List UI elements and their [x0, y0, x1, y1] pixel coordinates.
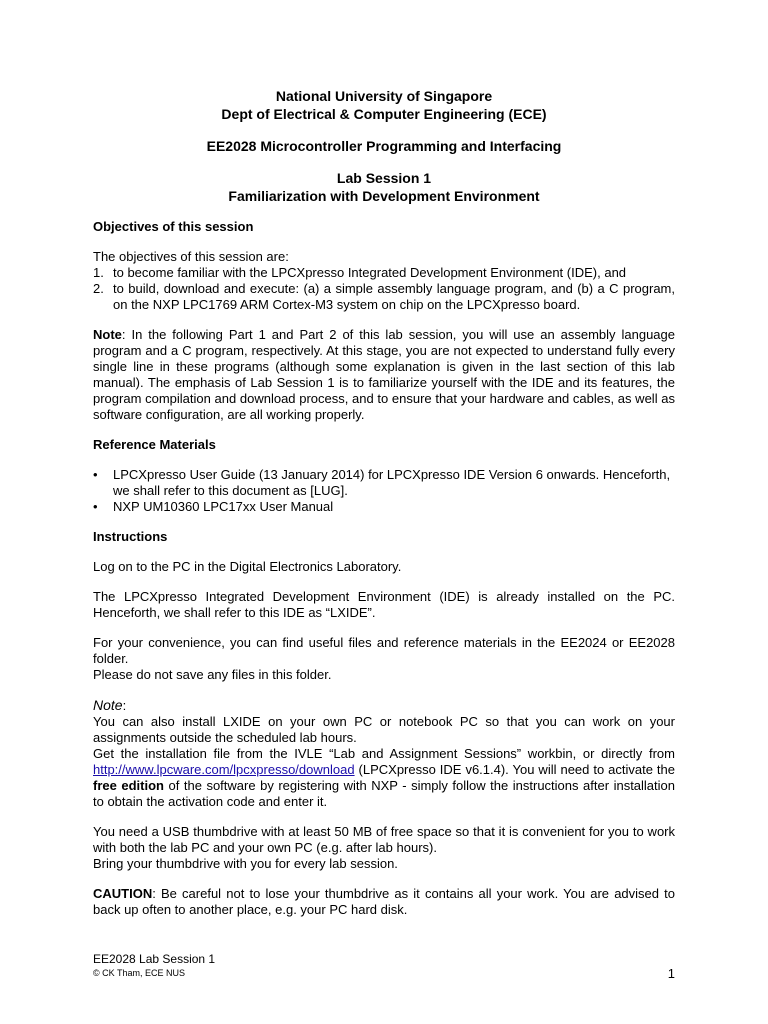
session-subtitle: Familiarization with Development Environment	[228, 188, 540, 204]
list-item: • NXP UM10360 LPC17xx User Manual	[93, 499, 334, 514]
list-item: 1. to become familiar with the LPCXpresso Integrated Development Environment (IDE), and	[93, 265, 627, 280]
university-name: National University of Singapore	[275, 88, 493, 104]
references-heading: Reference Materials	[93, 437, 216, 452]
instructions-heading: Instructions	[93, 529, 168, 544]
instructions-ide: The LPCXpresso Integrated Development Environment (IDE) is already installed on the PC. Henceforth, we shall refer to this IDE as “LXIDE”.	[93, 589, 675, 620]
bullet-icon: •	[93, 467, 98, 482]
caution-paragraph: CAUTION: Be careful not to lose your thumbdrive as it contains all your work. You are advised to back up often to another place, e.g. your PC hard disk.	[93, 886, 675, 917]
note2-install: Get the installation file from the IVLE “Lab and Assignment Sessions” workbin, or directly from http://www.lpcware.com/lpcxpresso/download (LPCXpresso IDE v6.1.4). You will need to activate the free edition of the software by registering with NXP - simply follow the instructions after installation to obtain the activation code and enter it.	[93, 746, 675, 809]
download-link[interactable]: http://www.lpcware.com/lpcxpresso/download	[93, 762, 355, 777]
note-label: Note	[93, 327, 122, 342]
department-name: Dept of Electrical & Computer Engineering (ECE)	[221, 106, 547, 122]
page-content	[93, 87, 675, 918]
page-number: 1	[667, 966, 675, 981]
list-item: 2. to build, download and execute: (a) a simple assembly language program, and (b) a C program, on the NXP LPC1769 ARM Cortex-M3 system on chip on the LPCXpresso board.	[93, 281, 675, 312]
instructions-folder: For your convenience, you can find useful files and reference materials in the EE2024 or EE2028 folder.	[93, 635, 675, 666]
objectives-heading: Objectives of this session	[93, 219, 254, 234]
objectives-intro: The objectives of this session are:	[93, 249, 289, 264]
note2-line1: You can also install LXIDE on your own PC or notebook PC so that you can work on your assignments outside the scheduled lab hours.	[93, 714, 675, 745]
references-list	[93, 467, 675, 515]
footer-copyright: © CK Tham, ECE NUS	[93, 968, 185, 978]
course-title: EE2028 Microcontroller Programming and Interfacing	[206, 138, 562, 154]
instructions-warning: Please do not save any files in this folder.	[93, 667, 332, 682]
session-title: Lab Session 1	[336, 170, 432, 186]
list-item: • LPCXpresso User Guide (13 January 2014) for LPCXpresso IDE Version 6 onwards. Henceforth, we shall refer to this document as [LUG].	[93, 467, 671, 498]
usb-reminder: Bring your thumbdrive with you for every lab session.	[93, 856, 398, 871]
page-footer	[93, 951, 675, 979]
caution-label: CAUTION	[93, 886, 153, 901]
usb-paragraph: You need a USB thumbdrive with at least 50 MB of free space so that it is convenient for you to work with both the lab PC and your own PC (e.g. after lab hours).	[93, 824, 675, 855]
note-paragraph: Note: In the following Part 1 and Part 2 of this lab session, you will use an assembly language program and a C program, respectively. At this stage, you are not expected to understand fully every single line in these programs (although some explanation is given in the last section of this lab manual). The emphasis of Lab Session 1 is to familiarize yourself with the IDE and its features, the program compilation and download process, and to ensure that your hardware and cables, as well as software configuration, are all working properly.	[93, 327, 675, 422]
objectives-list	[93, 265, 675, 313]
footer-title: EE2028 Lab Session 1	[93, 952, 216, 966]
bullet-icon: •	[93, 499, 98, 514]
instructions-login: Log on to the PC in the Digital Electronics Laboratory.	[93, 559, 402, 574]
note2-title: Note:	[93, 697, 127, 713]
